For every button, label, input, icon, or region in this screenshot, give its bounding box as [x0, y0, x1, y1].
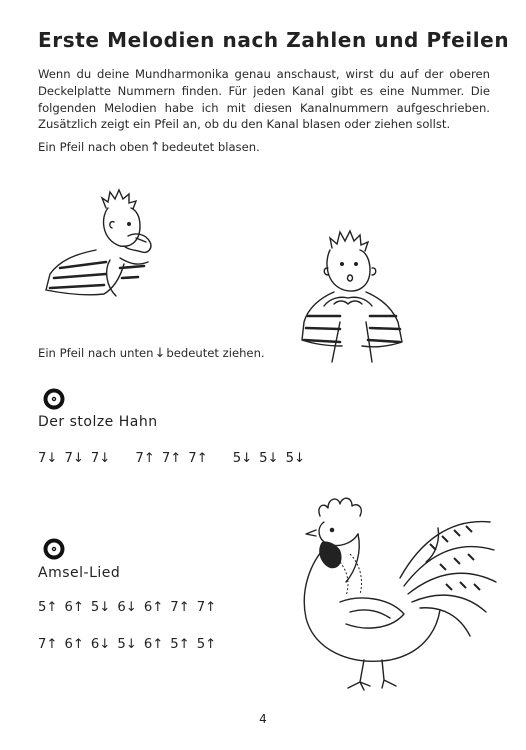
boy-blowing-illustration	[36, 178, 161, 313]
note: 5↓	[259, 451, 279, 466]
arrow-up-explanation	[38, 140, 260, 155]
note: 7↑	[196, 600, 217, 615]
page-title: Erste Melodien nach Zahlen und Pfeilen	[38, 28, 510, 52]
song-title-amsel-lied: Amsel-Lied	[38, 565, 121, 581]
note: 5↓	[90, 600, 111, 615]
note: 6↓	[90, 637, 111, 652]
note: 7↓	[90, 451, 111, 466]
note: 5↑	[38, 600, 58, 615]
note: 5↓	[232, 451, 253, 466]
arrow-down-text-after: bedeutet ziehen.	[166, 346, 265, 360]
note: 7↑	[38, 637, 58, 652]
arrow-up-icon: ↑	[149, 140, 161, 155]
notes-row	[38, 451, 312, 466]
note: 6↑	[64, 637, 84, 652]
boy-drawing-illustration	[294, 218, 419, 368]
intro-paragraph: Wenn du deine Mundharmonika genau anschaust, wirst du auf der oberen Deckelplatte Nummern finden. Für jeden Kanal gibt es eine Nummer. Die folgenden Melodien habe ich mit diesen Kanalnummern aufgeschrieben. Zusätzlich zeigt ein Pfeil an, ob du den Kanal blasen oder ziehen sollst.	[38, 67, 490, 132]
arrow-up-text-before: Ein Pfeil nach oben	[38, 140, 149, 154]
note: 6↑	[143, 600, 164, 615]
notes-row	[38, 637, 223, 652]
note: 7↑	[135, 451, 155, 466]
notes-row	[38, 600, 223, 615]
note: 7↓	[38, 451, 58, 466]
arrow-down-icon: ↓	[154, 346, 166, 361]
note: 6↓	[117, 600, 137, 615]
note: 5↓	[285, 451, 306, 466]
arrow-down-explanation	[38, 346, 265, 361]
cd-icon	[42, 387, 66, 411]
note: 6↑	[64, 600, 84, 615]
note: 7↑	[188, 451, 208, 466]
arrow-down-text-before: Ein Pfeil nach unten	[38, 346, 154, 360]
note: 7↑	[161, 451, 182, 466]
note: 7↑	[170, 600, 190, 615]
note: 5↓	[117, 637, 137, 652]
arrow-up-text-after: bedeutet blasen.	[161, 140, 260, 154]
note: 5↑	[196, 637, 217, 652]
note: 7↓	[64, 451, 84, 466]
cd-icon	[42, 537, 66, 561]
page-number: 4	[259, 712, 267, 726]
note: 5↑	[170, 637, 190, 652]
song-title-der-stolze-hahn: Der stolze Hahn	[38, 414, 158, 430]
rooster-illustration	[280, 482, 510, 704]
note: 6↑	[143, 637, 164, 652]
